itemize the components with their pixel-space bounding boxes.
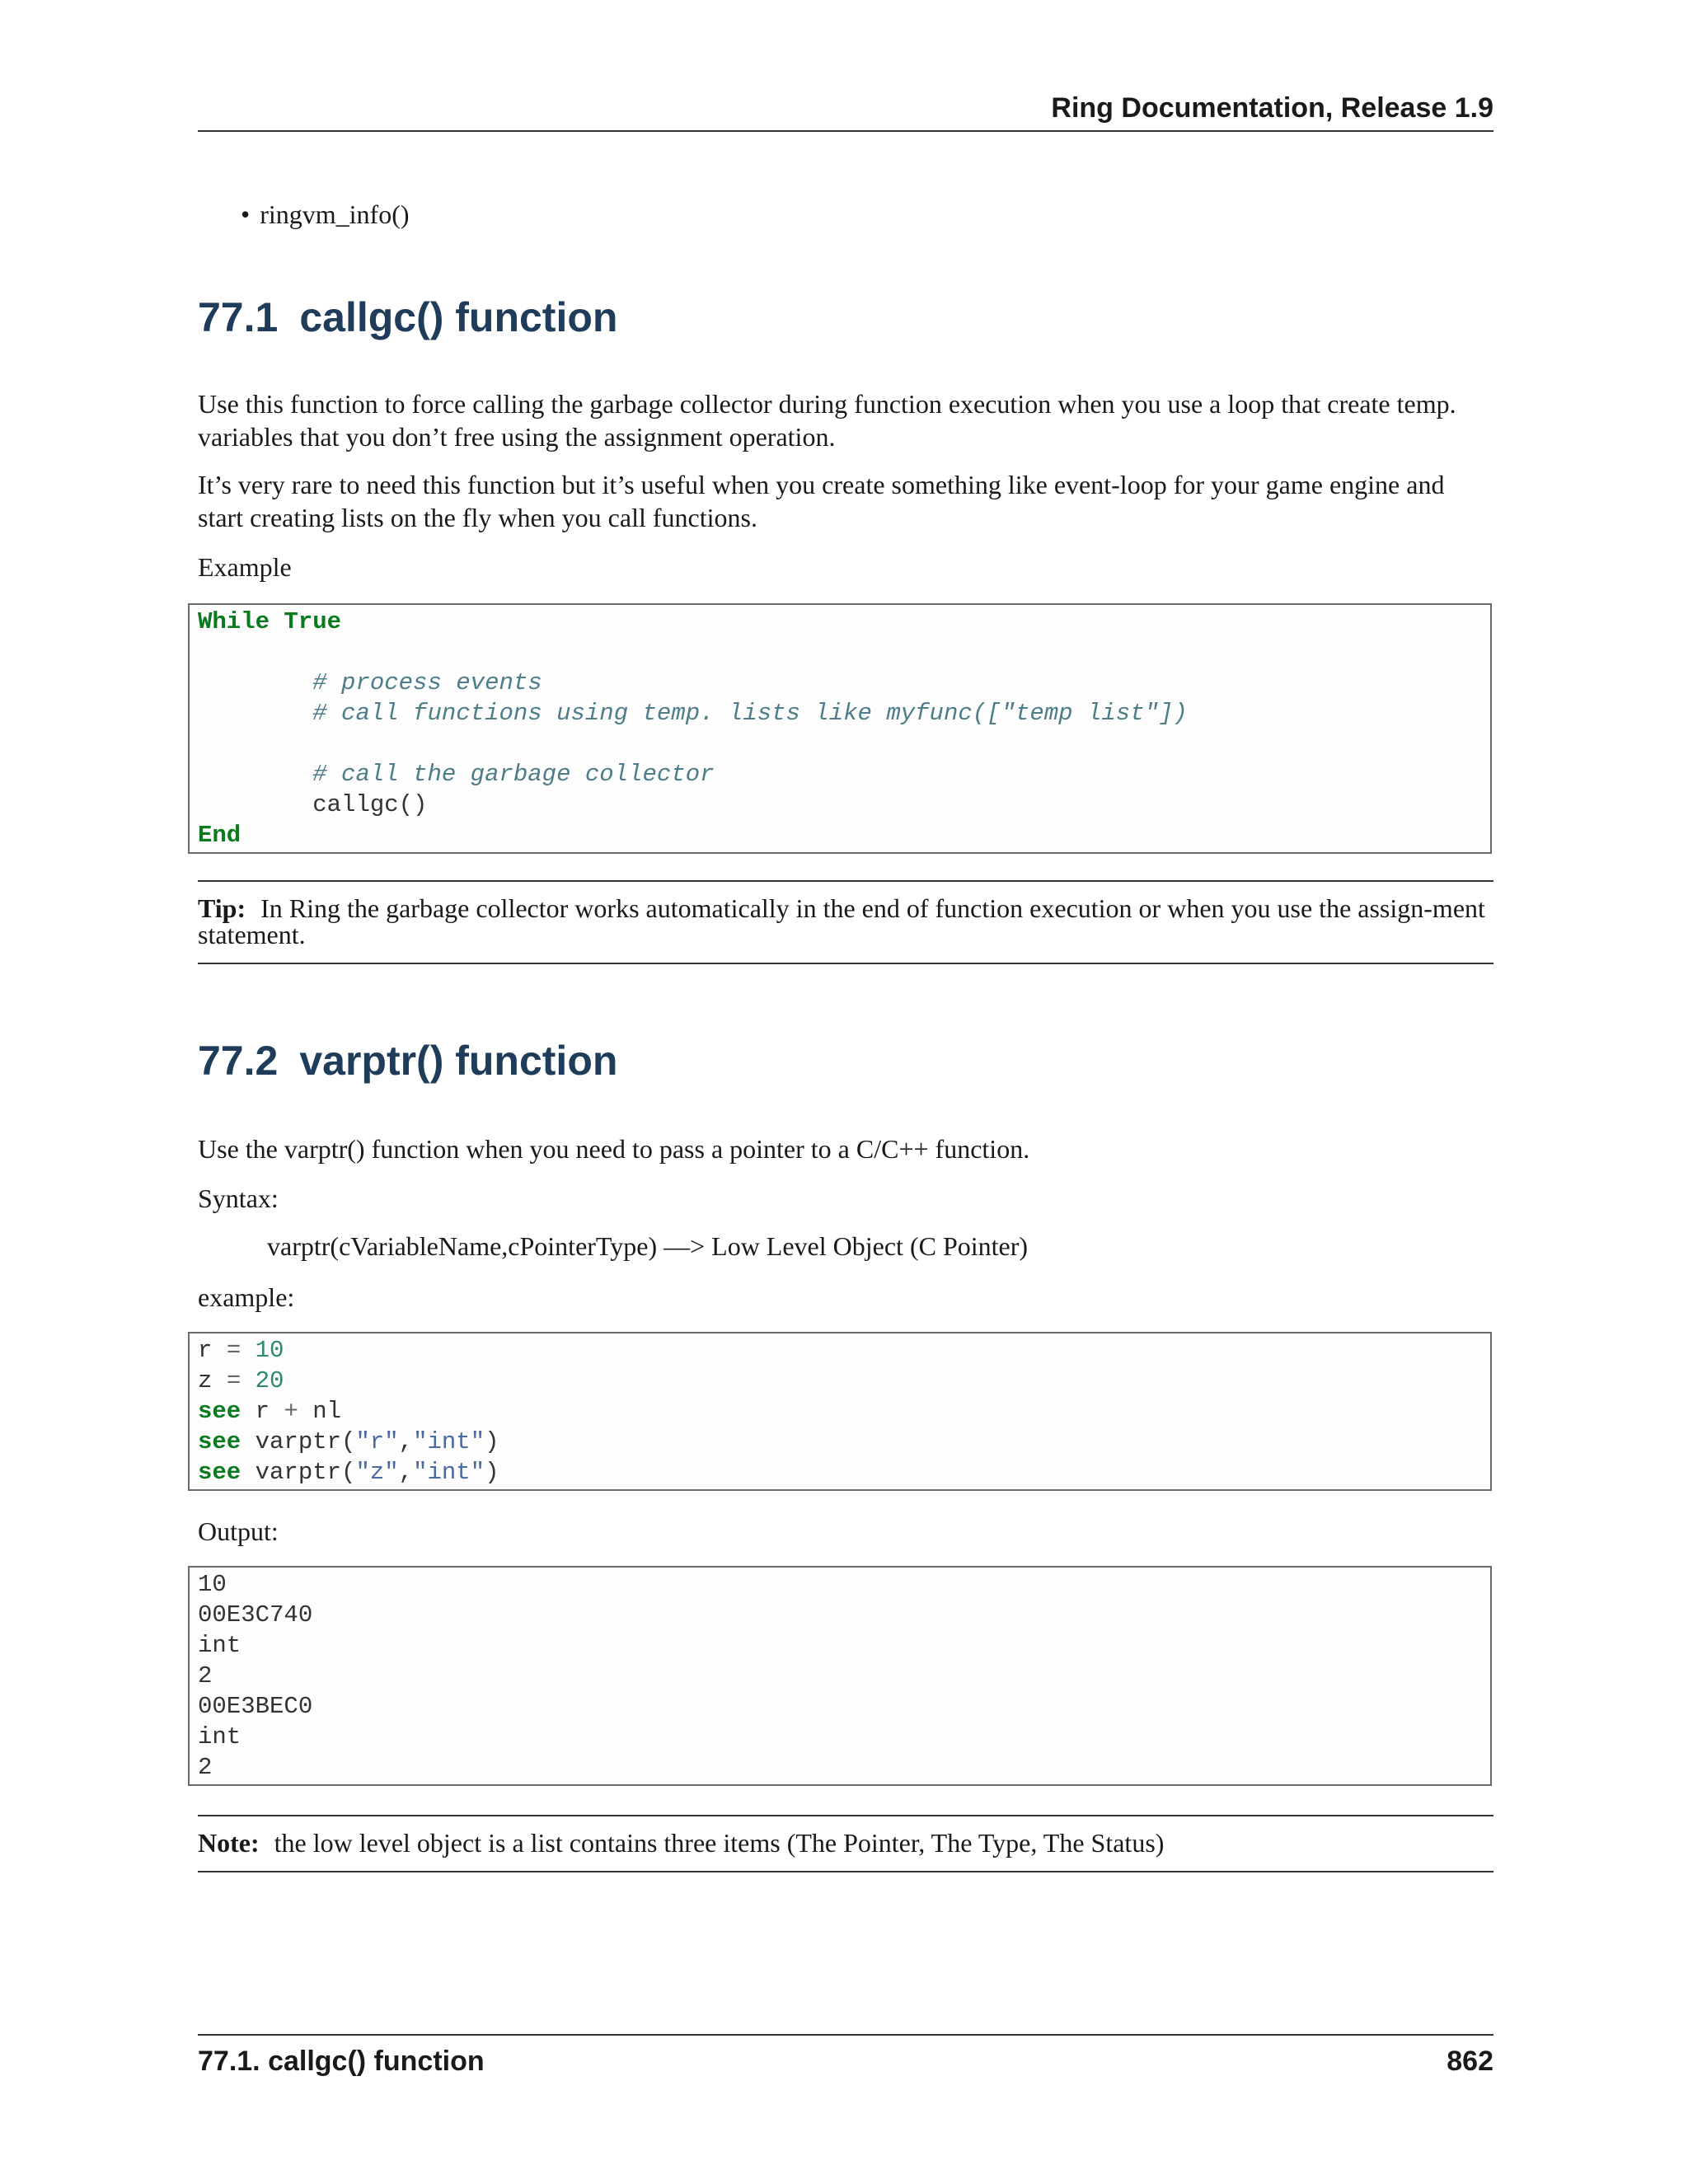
code-token: , [398,1459,414,1486]
code-keyword: see [198,1398,241,1425]
output-line: 00E3BEC0 [198,1693,313,1720]
tip-box [198,880,1493,964]
paragraph: It’s very rare to need this function but it’s useful when you create something like event-loop for your game engine and start creating lists on the fly when you call functions. [198,470,1445,532]
code-token: z [198,1367,213,1394]
code-string: "int" [413,1428,485,1455]
section-heading-callgc [198,293,617,341]
code-comment: # process events [312,669,542,696]
bullet-icon: • [241,199,251,229]
header-rule [198,130,1493,132]
code-number: 20 [255,1367,284,1394]
code-string: "z" [355,1459,399,1486]
code-keyword: End [198,822,241,849]
code-string: "int" [413,1459,485,1486]
code-comment: # call the garbage collector [312,761,715,788]
footer-section-title: 77.1. callgc() function [198,2046,485,2077]
section-heading-varptr [198,1037,617,1085]
syntax-text: varptr(cVariableName,cPointerType) —> Low Level Object (C Pointer) [267,1231,1029,1261]
bullet-item [241,199,410,230]
footer-rule [198,2034,1493,2036]
paragraph: Use the varptr() function when you need to pass a pointer to a C/C++ function. [198,1134,1030,1164]
note-label: Note: [198,1828,260,1858]
note-text: the low level object is a list contains three items (The Pointer, The Type, The Status) [274,1828,1165,1858]
code-comment: # call functions using temp. lists like myfunc(["temp list"]) [312,700,1188,727]
code-operator: + [284,1398,298,1425]
example-label: example: [198,1282,295,1312]
section-title: varptr() function [299,1038,618,1084]
paragraph: Use this function to force calling the garbage collector during function execution when you use a loop that create temp. variables that you don’t free using the assignment operation. [198,389,1456,452]
code-token: r [198,1337,213,1364]
output-line: 00E3C740 [198,1601,313,1629]
example-label: Example [198,552,292,582]
output-block [188,1566,1492,1786]
tip-label: Tip: [198,893,246,923]
running-header: Ring Documentation, Release 1.9 [1051,92,1493,124]
bullet-text: ringvm_info() [260,199,410,229]
code-keyword: see [198,1459,241,1486]
output-line: 2 [198,1754,213,1781]
code-token: ) [485,1459,499,1486]
output-label: Output: [198,1516,279,1546]
code-block-varptr [188,1332,1492,1491]
syntax-label: Syntax: [198,1183,279,1213]
code-keyword: see [198,1428,241,1455]
section-number: 77.1 [198,294,279,340]
code-number: 10 [255,1337,284,1364]
code-keyword: While True [198,608,342,635]
code-string: "r" [355,1428,399,1455]
code-token: r [255,1398,284,1425]
code-token: varptr( [241,1459,356,1486]
output-line: 2 [198,1662,213,1690]
code-token: ) [485,1428,499,1455]
page-number: 862 [1447,2046,1493,2077]
code-token: varptr( [241,1428,356,1455]
output-line: int [198,1632,241,1659]
note-box [198,1815,1493,1872]
output-line: 10 [198,1571,227,1598]
code-token: , [398,1428,414,1455]
code-token: nl [298,1398,342,1425]
code-operator: = [226,1337,241,1364]
output-line: int [198,1723,241,1750]
section-title: callgc() function [299,294,618,340]
document-page [198,0,1493,2184]
code-statement: callgc() [312,791,428,818]
code-block-callgc [188,603,1492,854]
section-number: 77.2 [198,1038,279,1084]
code-operator: = [226,1367,241,1394]
tip-text: In Ring the garbage collector works automatically in the end of function execution or when you use the assign-ment statement. [198,893,1485,949]
